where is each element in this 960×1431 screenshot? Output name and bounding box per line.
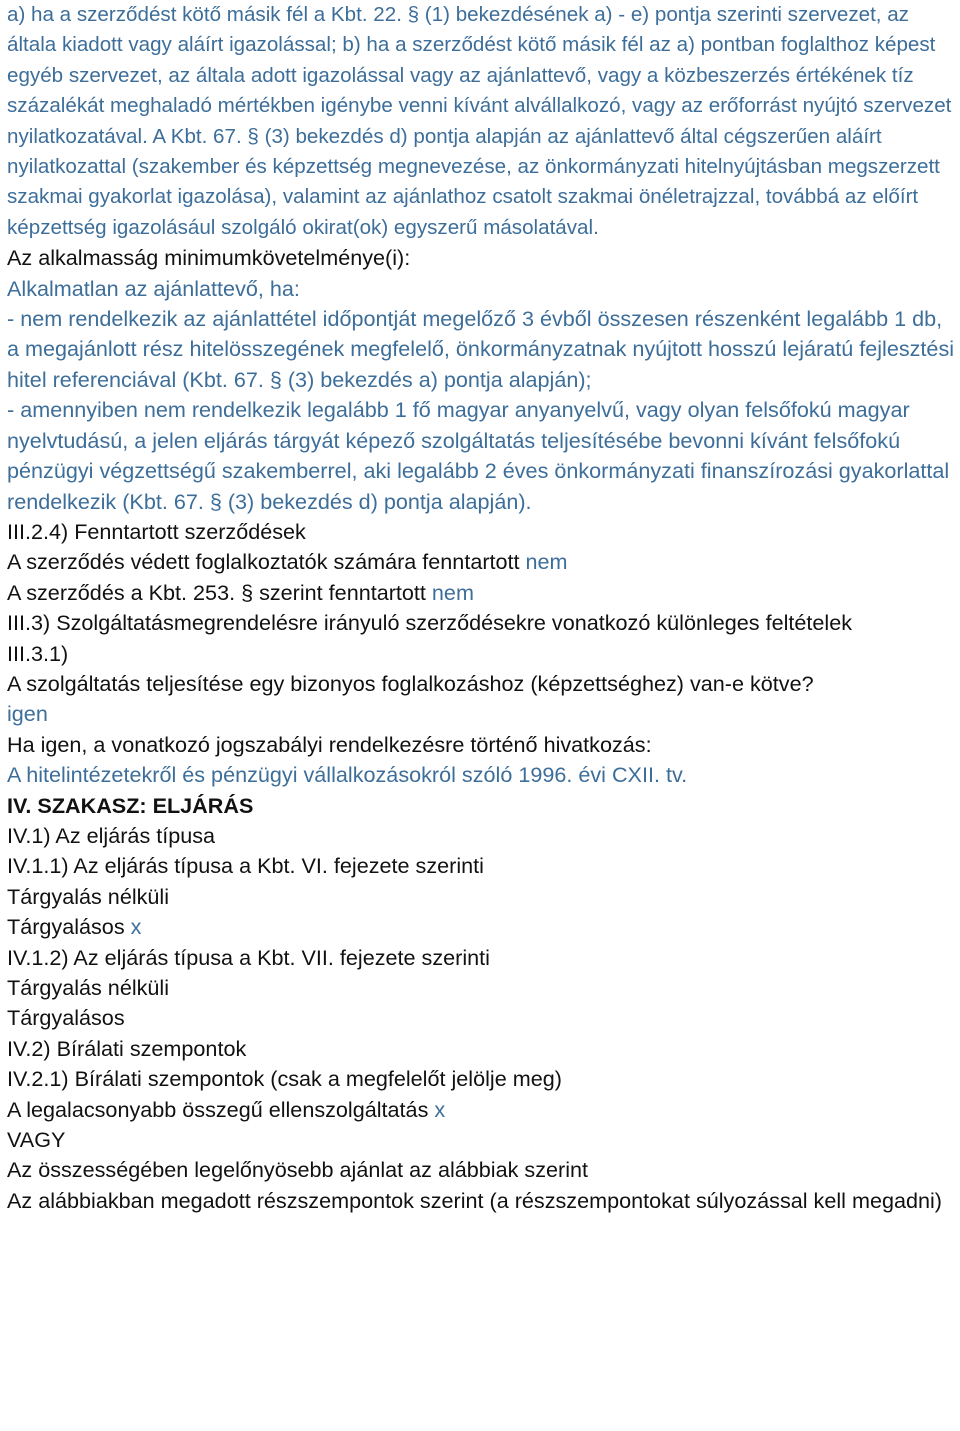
criteria-subheading: IV.2.1) Bírálati szempontok (csak a megfelelőt jelölje meg) — [7, 1066, 562, 1092]
reserved-line-1 — [7, 547, 956, 577]
service-conditions-section — [7, 608, 956, 790]
procedure-ch6-option-2-mark: x — [130, 914, 142, 940]
procedure-ch7-option-1: Tárgyalás nélküli — [7, 975, 170, 1000]
procedure-ch6-option-1: Tárgyalás nélküli — [7, 883, 170, 909]
reserved-line-1-value: nem — [525, 549, 568, 575]
reserved-line-2-label: A szerződés a Kbt. 253. § szerint fenntartott — [7, 579, 426, 605]
procedure-ch6-option-2-label: Tárgyalásos — [7, 914, 125, 940]
service-reference-value: A hitelintézetekről és pénzügyi vállalkozásokról szóló 1996. évi CXII. tv. — [7, 762, 688, 788]
service-question: A szolgáltatás teljesítése egy bizonyos foglalkozáshoz (képzettséghez) van-e kötve? — [7, 670, 814, 696]
reserved-line-1-label: A szerződés védett foglalkoztatók számára fenntartott — [7, 549, 520, 575]
suitability-intro: Alkalmatlan az ajánlattevő, ha: — [7, 275, 300, 301]
procedure-ch6-heading: IV.1.1) Az eljárás típusa a Kbt. VI. fejezete szerinti — [7, 853, 484, 879]
suitability-criterion-1: - nem rendelkezik az ajánlattétel időpontját megelőző 3 évből összesen részenként legalább 1 db, a megajánlott rész hitelösszegének megfelelő, önkormányzatnak nyújtott hosszú lejáratú fejlesztési hitel referenciával (Kbt. 67. § (3) bekezdés a) pontja alapján); — [7, 306, 955, 392]
service-heading: III.3) Szolgáltatásmegrendelésre irányuló szerződésekre vonatkozó különleges feltételek — [7, 610, 853, 636]
evaluation-criteria-section — [7, 1034, 956, 1216]
service-answer: igen — [7, 701, 48, 727]
section-iv-title: IV. SZAKASZ: ELJÁRÁS — [7, 792, 254, 818]
criteria-heading: IV.2) Bírálati szempontok — [7, 1035, 247, 1061]
reserved-heading: III.2.4) Fenntartott szerződések — [7, 518, 306, 544]
criteria-option-1-mark: x — [434, 1096, 446, 1122]
procedure-type-heading: IV.1) Az eljárás típusa — [7, 822, 216, 848]
reserved-line-2 — [7, 578, 956, 608]
service-subheading: III.3.1) — [7, 640, 69, 666]
procedure-ch7-heading: IV.1.2) Az eljárás típusa a Kbt. VII. fejezete szerinti — [7, 944, 490, 970]
suitability-section — [7, 243, 956, 517]
reserved-contracts-section — [7, 517, 956, 608]
procedure-ch6-option-2 — [7, 912, 956, 942]
procedure-section — [7, 791, 956, 1034]
criteria-option-1 — [7, 1095, 956, 1125]
criteria-option-2: Az összességében legelőnyösebb ajánlat az alábbiak szerint — [7, 1157, 589, 1183]
criteria-option-3: Az alábbiakban megadott részszempontok szerint (a részszempontokat súlyozással kell megadni) — [7, 1187, 942, 1213]
service-reference-label: Ha igen, a vonatkozó jogszabályi rendelkezésre történő hivatkozás: — [7, 731, 652, 757]
reserved-line-2-value: nem — [431, 579, 474, 605]
criteria-or: VAGY — [7, 1127, 66, 1153]
criteria-option-1-label: A legalacsonyabb összegű ellenszolgáltatás — [7, 1096, 429, 1122]
part1-text: a) ha a szerződést kötő másik fél a Kbt. 22. § (1) bekezdésének a) - e) pontja szerinti szervezet, az általa kiadott vagy aláírt igazolással; b) ha a szerződést kötő másik fél az a) pontban foglalthoz képest egyéb szervezet, az általa adott igazolással vagy az ajánlattevő, vagy a közbeszerzés értékének tíz százalékát meghaladó mértékben igénybe venni kívánt alvállalkozó, vagy az erőforrást nyújtó szervezet nyilatkozatával. A Kbt. 67. § (3) bekezdés d) pontja alapján az ajánlattevő által cégszerűen aláírt nyilatkozattal (szakember és képzettség megnevezése, az önkormányzati hitelnyújtásban megszerzett szakmai gyakorlat igazolása), valamint az ajánlathoz csatolt szakmai önéletrajzzal, továbbá az előírt képzettség igazolásául szolgáló okirat(ok) egyszerű másolatával. — [7, 3, 952, 239]
suitability-heading: Az alkalmasság minimumkövetelménye(i): — [7, 245, 411, 271]
procedure-ch7-option-2: Tárgyalásos — [7, 1005, 125, 1031]
suitability-criterion-2: - amennyiben nem rendelkezik legalább 1 fő magyar anyanyelvű, vagy olyan felsőfokú magyar nyelvtudású, a jelen eljárás tárgyát képező szolgáltatás teljesítésébe bevonni kívánt felsőfokú pénzügyi végzettségű szakemberrel, aki legalább 2 éves önkormányzati finanszírozási gyakorlattal rendelkezik (Kbt. 67. § (3) bekezdés d) pontja alapján). — [7, 397, 950, 514]
